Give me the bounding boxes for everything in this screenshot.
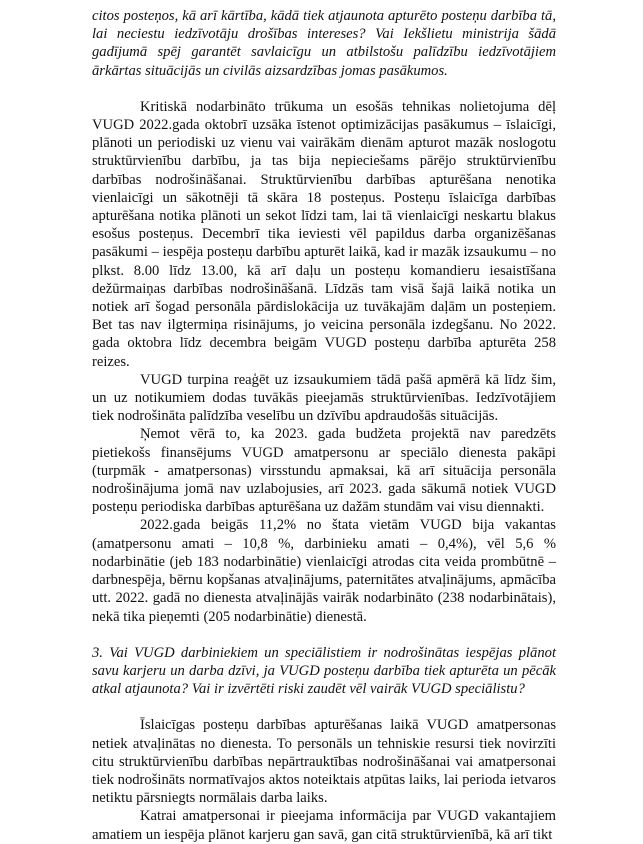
document-page	[92, 7, 556, 844]
paragraph-optimization-measures: Kritiskā nodarbināto trūkuma un esošās tehnikas nolietojuma dēļ VUGD 2022.gada oktobrī uzsāka īstenot optimizācijas pasākumus – īslaicīgi, plānoti un periodiski uz vienu vai vairākām dienām apturot mazāk noslogotu struktūrvienību darbību, ja tas bija nepieciešams pārējo struktūrvienību darbības nodrošināšanai. Struktūrvienību darbības apturēšana nenotika vienlaicīgi un sākotnēji tā skāra 18 posteņus. Posteņu īslaicīga darbības apturēšana notika plānoti un sekot līdzi tam, lai tā vienlaicīgi neskartu blakus esošus posteņus. Decembrī tika ieviesti vēl papildus darba organizēšanas pasākumi – iespēja posteņu darbību apturēt laikā, kad ir mazāk izsaukumu – no plkst. 8.00 līdz 13.00, kā arī daļu un posteņu komandieru iesaistīšana dežūrmaiņas darbības nodrošināšanā. Līdzās tam visā šajā laikā notika un notiek arī šogad personāla pārdislokācija uz tuvākajām daļām un posteņiem. Bet tas nav ilgtermiņa risinājums, jo veicina personāla izdegšanu. No 2022. gada oktobra līdz decembra beigām VUGD posteņu darbība apturēta 258 reizes.	[92, 98, 556, 370]
paragraph-temporary-suspension: Īslaicīgas posteņu darbības apturēšanas laikā VUGD amatpersonas netiek atvaļinātas no dienesta. To personāls un tehniskie resursi tiek novirzīti citu struktūrvienību darbības nepārtrauktības nodrošināšanai vai amatpersonai tiek nodrošināts normatīvajos aktos noteiktais atpūtas laiks, lai perioda ietvaros netiktu pārsniegts normālais darba laiks.	[92, 717, 556, 807]
question-3: 3. Vai VUGD darbiniekiem un speciālistiem ir nodrošinātas iespējas plānot savu karjeru un darba dzīvi, ja VUGD posteņu darbība tiek apturēta un pēcāk atkal atjaunota? Vai ir izvērtēti riski zaudēt vēl vairāk VUGD speciālistu?	[92, 644, 556, 698]
spacer	[92, 626, 556, 644]
spacer	[92, 698, 556, 716]
paragraph-vacancy-statistics: 2022.gada beigās 11,2% no štata vietām VUGD bija vakantas (amatpersonu amati – 10,8 %, darbinieku amati – 0,4%), vēl 5,6 % nodarbinātie (jeb 183 nodarbinātie) vienlaicīgi atrodas cita veida prombūtnē – darbnespēja, bērnu kopšanas atvaļinājums, paternitātes atvaļinājums, apmācība utt. 2022. gadā no dienesta atvaļinājās vairāk nodarbināto (238 nodarbinātais), nekā tika pieņemti (205 nodarbinātie) dienestā.	[92, 517, 556, 625]
spacer	[92, 80, 556, 98]
paragraph-response-continuity: VUGD turpina reaģēt uz izsaukumiem tādā pašā apmērā kā līdz šim, un uz notikumiem dodas tuvākās pieejamās struktūrvienības. Iedzīvotājiem tiek nodrošināta palīdzība veselību un dzīvību apdraudošās situācijās.	[92, 371, 556, 425]
question-2-continuation: citos posteņos, kā arī kārtība, kādā tiek atjaunota apturēto posteņu darbība tā, lai neciestu iedzīvotāju drošības intereses? Vai Iekšlietu ministrija šādā gadījumā spēj garantēt savlaicīgu un atbilstošu palīdzību iedzīvotājiem ārkārtas situācijās un civilās aizsardzības jomas pasākumos.	[92, 8, 556, 79]
paragraph-budget-2023: Ņemot vērā to, ka 2023. gada budžeta projektā nav paredzēts pietiekošs finansējums VUGD amatpersonu ar speciālo dienesta pakāpi (turpmāk - amatpersonas) virsstundu apmaksai, kā arī situācija personāla nodrošinājuma jomā nav uzlabojusies, arī 2023. gada sākumā notiek VUGD posteņu periodiska darbības apturēšana uz dažām stundām vai visu diennakti.	[92, 426, 556, 516]
paragraph-career-planning: Katrai amatpersonai ir pieejama informācija par VUGD vakantajiem amatiem un iespēja plānot karjeru gan savā, gan citā struktūrvienībā, kā arī tikt	[92, 808, 556, 843]
